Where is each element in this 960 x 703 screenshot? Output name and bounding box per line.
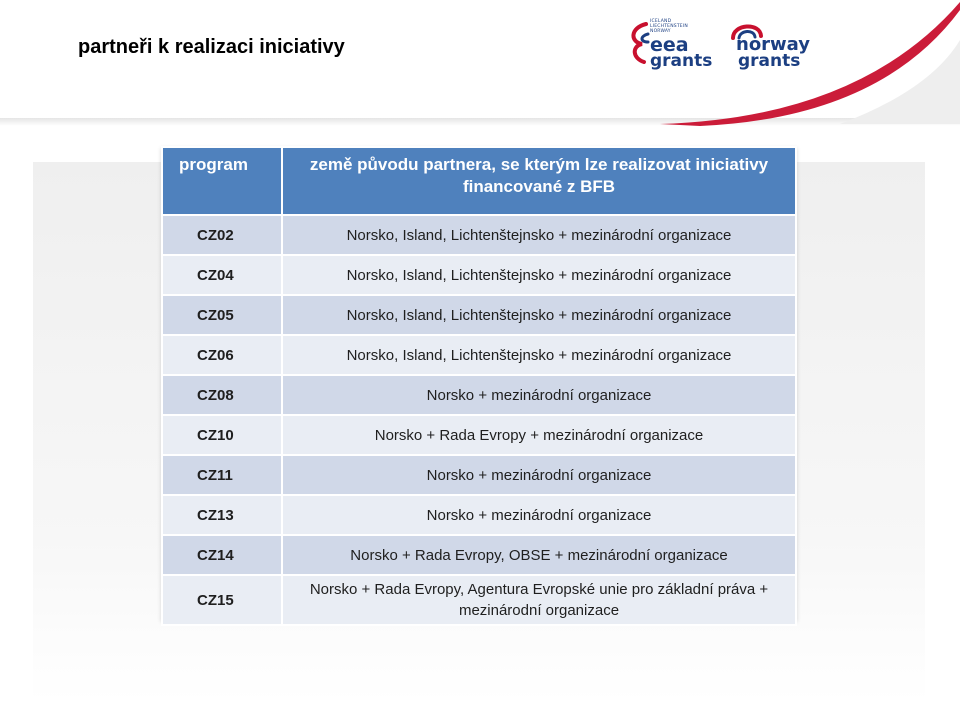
table-row [162,375,796,415]
table-row [162,495,796,535]
program-cell: CZ02 [162,215,282,255]
partners-table-container [161,146,797,620]
table-row [162,575,796,625]
eea-country-iceland: ICELAND [650,19,672,24]
program-cell: CZ08 [162,375,282,415]
partners-cell: Norsko, Island, Lichtenštejnsko + mezinárodní organizace [282,255,796,295]
partners-table [161,146,797,626]
partners-cell: Norsko, Island, Lichtenštejnsko + mezinárodní organizace [282,215,796,255]
page-title: partneři k realizaci iniciativy [78,36,345,58]
eea-swirl-icon [628,20,652,64]
header-program: program [162,147,282,215]
partners-cell: Norsko + Rada Evropy, Agentura Evropské unie pro základní práva + mezinárodní organizace [282,575,796,625]
program-cell: CZ06 [162,335,282,375]
table-row [162,415,796,455]
table-row [162,215,796,255]
norway-grants-logo [728,18,823,74]
table-row [162,255,796,295]
table-row [162,295,796,335]
partners-cell: Norsko + Rada Evropy, OBSE + mezinárodní organizace [282,535,796,575]
partners-cell: Norsko, Island, Lichtenštejnsko + mezinárodní organizace [282,295,796,335]
norway-logo-word: norway [736,34,811,55]
eea-grants-logo [628,18,718,74]
table-header-row [162,147,796,215]
program-cell: CZ10 [162,415,282,455]
program-cell: CZ14 [162,535,282,575]
table-row [162,535,796,575]
program-cell: CZ15 [162,575,282,625]
eea-logo-word: eea [650,34,689,56]
program-cell: CZ11 [162,455,282,495]
eea-country-liechtenstein: LIECHTENSTEIN [650,23,688,29]
table-row [162,335,796,375]
eea-logo-grants: grants [650,51,713,71]
partners-cell: Norsko, Island, Lichtenštejnsko + mezinárodní organizace [282,335,796,375]
program-cell: CZ04 [162,255,282,295]
eea-country-norway: NORWAY [650,28,671,34]
partners-cell: Norsko + mezinárodní organizace [282,455,796,495]
header-partner-countries: země původu partnera, se kterým lze realizovat iniciativy financované z BFB [282,147,796,215]
program-cell: CZ13 [162,495,282,535]
program-cell: CZ05 [162,295,282,335]
table-row [162,455,796,495]
norway-logo-grants: grants [738,51,801,71]
partners-cell: Norsko + mezinárodní organizace [282,495,796,535]
partners-cell: Norsko + mezinárodní organizace [282,375,796,415]
partners-cell: Norsko + Rada Evropy + mezinárodní organizace [282,415,796,455]
